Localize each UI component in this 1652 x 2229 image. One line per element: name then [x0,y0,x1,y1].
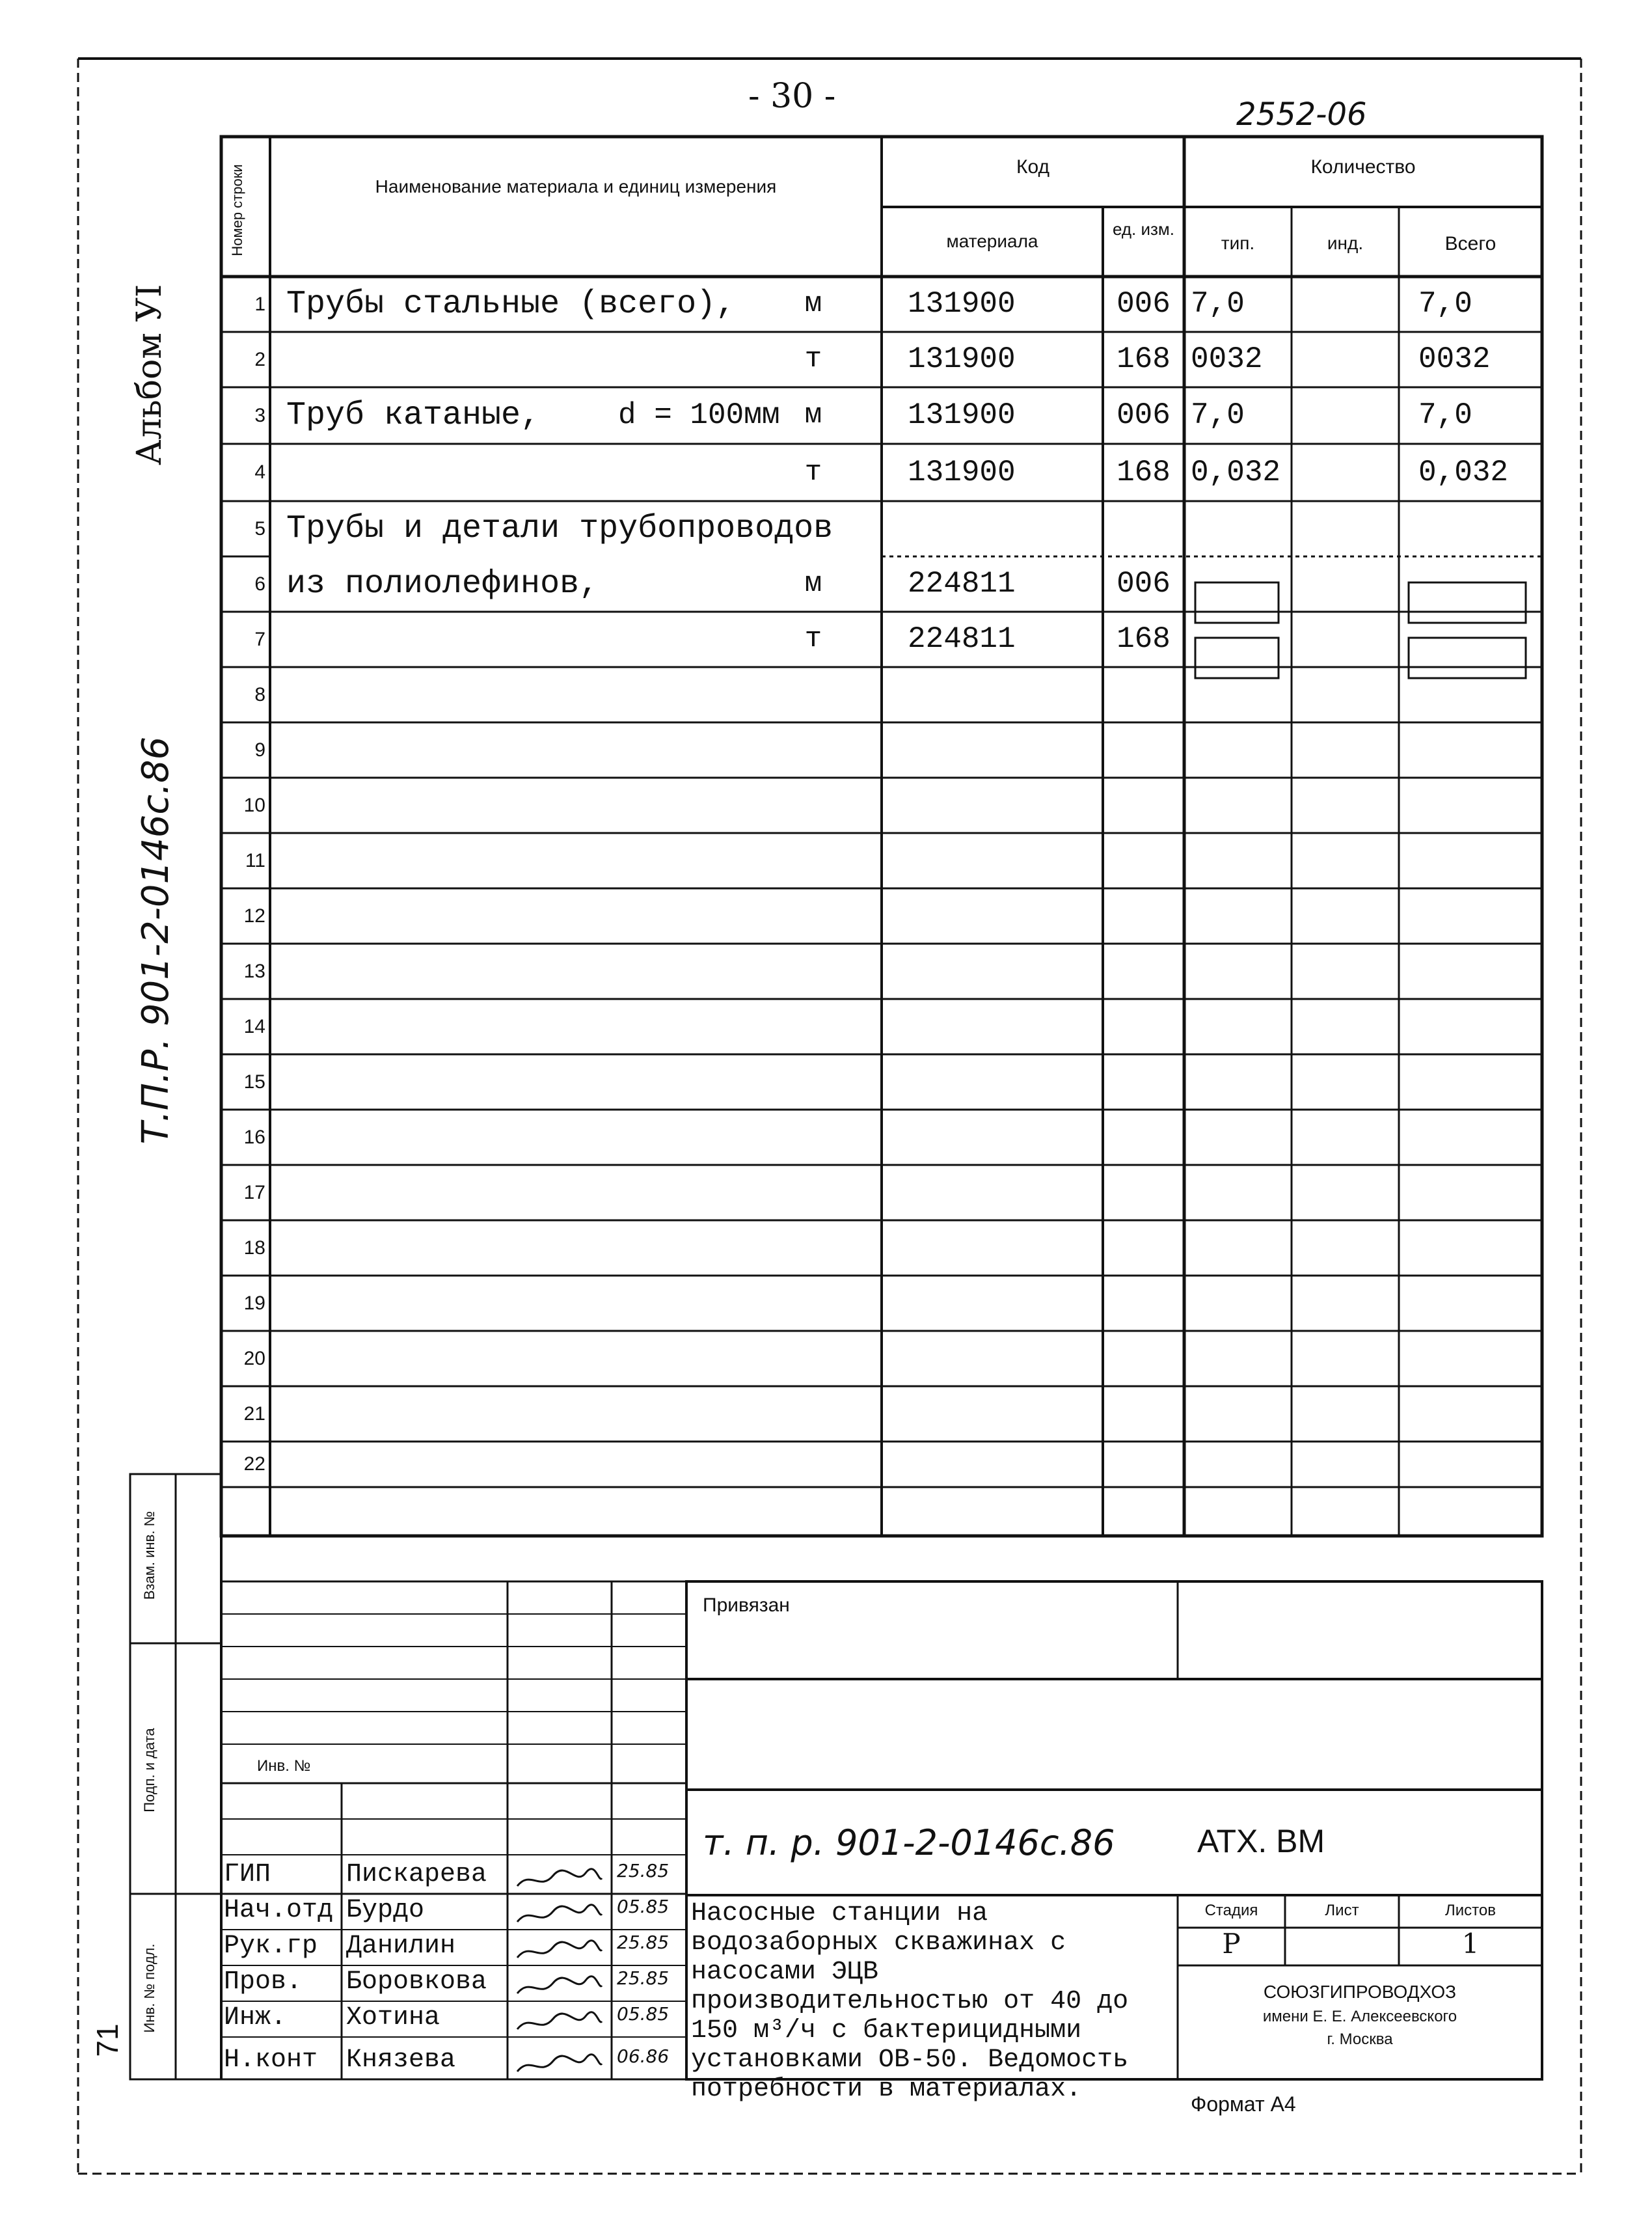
org-name: СОЮЗГИПРОВОДХОЗ [1263,1982,1457,2002]
signer-name: Данилин [346,1932,456,1961]
row-unit-symbol: м [804,399,822,431]
row-number: 8 [254,684,265,705]
format-label: Формат А4 [1191,2092,1296,2116]
signer-name: Бурдо [346,1896,425,1925]
row-number: 21 [243,1403,265,1425]
signer-role: Н.конт [224,2045,318,2075]
row-qty-typ [1191,612,1288,667]
stage-label: Стадия [1204,1902,1258,1919]
row-unit-symbol: м [804,288,822,320]
row-unit-symbol: т [804,456,822,489]
row-material-name: из полиолефинов, [286,566,599,603]
header-qty-typ: тип. [1221,233,1255,253]
signature-mark [514,2052,605,2078]
row-material-code: 131900 [908,456,1016,489]
row-number: 19 [243,1292,265,1314]
row-number: 2 [254,349,265,370]
row-number: 13 [243,961,265,982]
album-label: Альбом УІ [130,284,169,465]
row-material-name [286,612,781,667]
row-qty-typ: 7,0 [1191,398,1245,432]
row-number: 16 [243,1127,265,1148]
sheets-value: 1 [1461,1928,1480,1960]
org-city: г. Москва [1327,2031,1393,2048]
org-full-name: имени Е. Е. Алексеевского [1262,2008,1457,2025]
stamp-project-code: т. п. р. 901-2-0146с.86 [703,1822,1115,1863]
row-number: 12 [243,905,265,927]
row-unit-code: 006 [1117,567,1171,601]
row-formula: d = 100мм [618,398,780,432]
privyazan-label: Привязан [703,1594,790,1616]
row-qty-total: 0,032 [1418,456,1509,489]
row-qty-ind [1292,556,1399,612]
signer-role: Нач.отд [224,1896,334,1925]
row-material-code: 224811 [908,622,1016,656]
row-number: 9 [254,739,265,761]
row-unit-symbol: т [804,343,822,376]
row-number: 10 [243,795,265,816]
row-number: 22 [243,1453,265,1475]
row-material-code [908,501,1096,556]
header-qty-ind: инд. [1327,233,1364,253]
row-qty-total: 0032 [1418,342,1491,376]
row-qty-typ [1191,501,1288,556]
row-qty-total [1418,612,1536,667]
row-number: 15 [243,1071,265,1093]
row-number: 1 [254,294,265,315]
row-number: 17 [243,1182,265,1203]
row-material-code: 224811 [908,567,1016,601]
row-qty-total: 7,0 [1418,287,1472,321]
signer-date: 05.85 [617,1896,670,1917]
row-number: 7 [254,629,265,650]
signature-mark [514,2010,605,2036]
row-unit-symbol: м [804,568,822,600]
row-unit-code: 006 [1117,287,1171,321]
row-unit-code [1103,501,1184,556]
row-material-name: Трубы и детали трубопроводов [286,510,833,547]
signer-name: Хотина [346,2003,440,2032]
header-code-material: материала [946,231,1038,251]
signer-name: Боровкова [346,1967,487,1997]
header-line-number: Номер строки [229,164,245,256]
row-material-name [286,444,781,501]
header-code: Код [1016,156,1049,178]
row-qty-total [1418,501,1536,556]
side-stamp-podp: Подп. и дата [141,1728,157,1812]
page-number: - 30 - [748,77,836,116]
header-quantity: Количество [1310,156,1416,178]
side-stamp-inv-podl: Инв. № подл. [141,1943,157,2033]
row-material-name: Труб катаные, [286,397,541,434]
signer-role: Рук.гр [224,1932,318,1961]
header-code-unit: ед. изм. [1112,219,1175,239]
row-qty-typ: 7,0 [1191,287,1245,321]
row-number: 3 [254,405,265,426]
sheets-label: Листов [1445,1902,1496,1919]
row-unit-code: 168 [1117,456,1171,489]
signer-date: 06.86 [617,2045,670,2067]
row-number: 18 [243,1237,265,1259]
row-qty-typ [1191,556,1288,612]
signer-role: Пров. [224,1967,303,1997]
row-number: 4 [254,461,265,483]
signer-date: 25.85 [617,1860,670,1881]
signer-date: 25.85 [617,1932,670,1953]
signature-mark [514,1938,605,1964]
row-unit-code: 168 [1117,342,1171,376]
signature-mark [514,1974,605,2000]
row-number: 5 [254,518,265,540]
row-material-code: 131900 [908,342,1016,376]
signer-date: 05.85 [617,2003,670,2025]
stamp-title: Насосные станции на водозаборных скважинах с насосами ЭЦВ производительностью от 40 до 150 м³/ч с бактерицидными установками ОВ-50. Ведомость потребности в материалах. [691,1899,1129,2104]
row-number: 20 [243,1348,265,1369]
row-material-code: 131900 [908,398,1016,432]
row-material-name [286,332,781,387]
row-qty-ind [1292,501,1399,556]
signature-mark [514,1867,605,1893]
document-number: 2552-06 [1236,96,1367,133]
header-name: Наименование материала и единиц измерения [375,176,777,197]
stage-value: Р [1222,1928,1241,1960]
row-material-code: 131900 [908,287,1016,321]
row-qty-typ: 0,032 [1191,456,1281,489]
stamp-mark: АТХ. ВМ [1197,1823,1325,1859]
side-stamp-vzam: Взам. инв. № [141,1511,157,1600]
row-qty-ind [1292,387,1399,444]
row-number: 14 [243,1016,265,1037]
project-code-vertical: Т.П.Р. 901-2-0146с.86 [135,736,177,1145]
signer-role: ГИП [224,1860,271,1889]
signer-role: Инж. [224,2003,287,2032]
row-unit-code: 168 [1117,622,1171,656]
row-unit-symbol: т [804,623,822,655]
row-qty-ind [1292,277,1399,332]
sheet-label: Лист [1325,1902,1359,1919]
inv-no-label: Инв. № [257,1757,311,1775]
row-qty-total [1418,556,1536,612]
margin-number: 71 [90,2023,124,2057]
row-qty-ind [1292,332,1399,387]
header-qty-total: Всего [1444,233,1496,254]
row-number: 6 [254,573,265,595]
signer-date: 25.85 [617,1967,670,1989]
row-qty-total: 7,0 [1418,398,1472,432]
row-unit-code: 006 [1117,398,1171,432]
row-unit-symbol [794,501,833,556]
row-qty-typ: 0032 [1191,342,1263,376]
signature-mark [514,1902,605,1928]
row-material-name: Трубы стальные (всего), [286,286,736,323]
row-qty-ind [1292,444,1399,501]
signer-name: Пискарева [346,1860,487,1889]
signer-name: Князева [346,2045,456,2075]
row-qty-ind [1292,612,1399,667]
row-number: 11 [245,850,265,871]
